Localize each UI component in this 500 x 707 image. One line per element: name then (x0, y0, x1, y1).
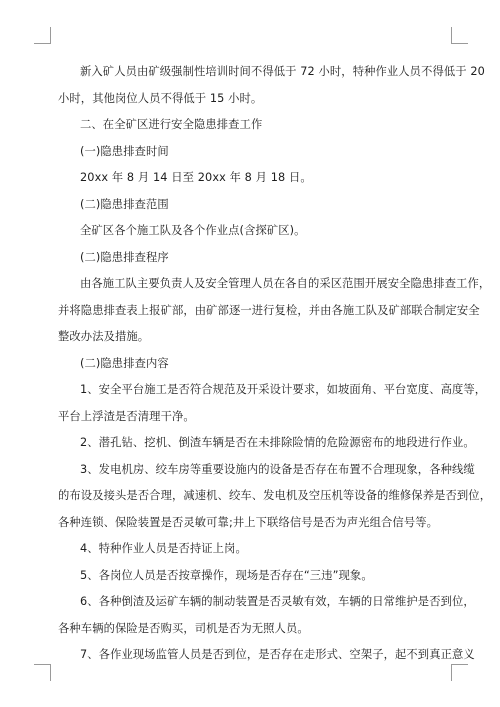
subsection-heading: (二)隐患排查内容 (80, 356, 169, 370)
list-item: 1、安全平台施工是否符合规范及开采设计要求，如坡面角、平台宽度、高度等， (80, 383, 487, 396)
section-heading: 二、在全矿区进行安全隐患排查工作 (80, 118, 263, 131)
text-line: 各种连锁、保险装置是否灵敏可靠;井上下联络信号是否为声光组合信号等。 (58, 515, 439, 529)
list-item: 7、各作业现场监管人员是否到位，是否存在走形式、空架子，起不到真正意义 (80, 648, 475, 661)
document-body (58, 65, 492, 676)
subsection-heading: (一)隐患排查时间 (80, 144, 169, 158)
text-line: 并将隐患排查表上报矿部，由矿部逐一进行复检，并由各施工队及矿部联合制定安全 (58, 303, 480, 317)
text-line: 全矿区各个施工队及各个作业点(含探矿区)。 (80, 224, 306, 237)
text-line: 小时，其他岗位人员不得低于 15 小时。 (58, 91, 263, 105)
text-line: 新入矿人员由矿级强制性培训时间不得低于 72 小时，特种作业人员不得低于 20 (80, 65, 485, 78)
subsection-heading: (二)隐患排查范围 (80, 197, 169, 211)
crop-mark-top-left (34, 27, 51, 44)
list-item: 2、潜孔钻、挖机、倒渣车辆是否在未排除险情的危险源密布的地段进行作业。 (80, 436, 475, 449)
crop-mark-bottom-right (451, 664, 468, 681)
text-line: 20xx 年 8 月 14 日至 20xx 年 8 月 18 日。 (80, 171, 312, 184)
text-line: 由各施工队主要负责人及安全管理人员在各自的采区范围开展安全隐患排查工作， (80, 277, 491, 290)
crop-mark-bottom-left (34, 664, 51, 681)
text-line: 的布设及接头是否合理，减速机、绞车、发电机及空压机等设备的维修保养是否到位， (58, 489, 492, 502)
text-line: 整改办法及措施。 (58, 330, 150, 343)
crop-mark-top-right (451, 27, 468, 44)
subsection-heading: (二)隐患排查程序 (80, 250, 169, 264)
list-item: 5、各岗位人员是否按章操作，现场是否存在“三违”现象。 (80, 568, 373, 582)
list-item: 6、各种倒渣及运矿车辆的制动装置是否灵敏有效，车辆的日常维护是否到位， (80, 595, 475, 608)
list-item: 4、特种作业人员是否持证上岗。 (80, 542, 247, 555)
text-line: 各种车辆的保险是否购买，司机是否为无照人员。 (58, 621, 309, 635)
text-line: 平台上浮渣是否清理干净。 (58, 409, 195, 423)
list-item: 3、发电机房、绞车房等重要设施内的设备是否存在布置不合理现象，各种线缆 (80, 462, 475, 476)
